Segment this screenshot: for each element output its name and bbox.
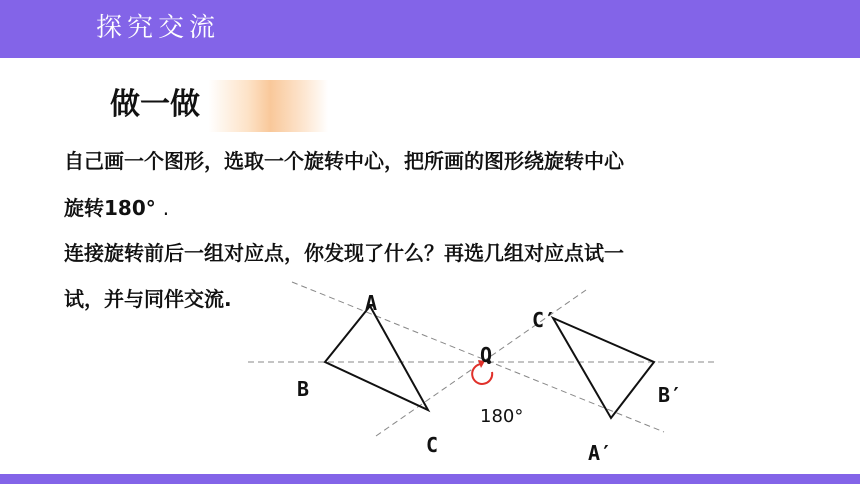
label-a: A [365,291,378,315]
label-c: C [426,433,439,457]
label-b: B [297,377,310,401]
line-aa-prime [292,282,664,432]
label-c-prime: C′ [532,308,557,332]
triangle-abc [325,306,428,410]
label-a-prime: A′ [588,441,613,465]
instruction-line-1: 自己画一个图形，选取一个旋转中心，把所画的图形绕旋转中心 [64,149,624,173]
instruction-line-3: 连接旋转前后一组对应点，你发现了什么？再选几组对应点试一 [64,241,624,265]
section-heading: 做一做 [110,87,200,122]
triangle-abc-prime [553,318,654,418]
instruction-line-2-period: . [162,196,170,220]
instruction-line-2-text: 旋转180° [64,196,156,220]
angle-label: 180° [480,406,524,427]
label-o: O [480,343,493,367]
label-b-prime: B′ [658,383,683,407]
instruction-line-4: 试，并与同伴交流. [64,287,232,311]
page-title: 探究交流 [96,13,221,43]
footer-bar [0,474,860,484]
